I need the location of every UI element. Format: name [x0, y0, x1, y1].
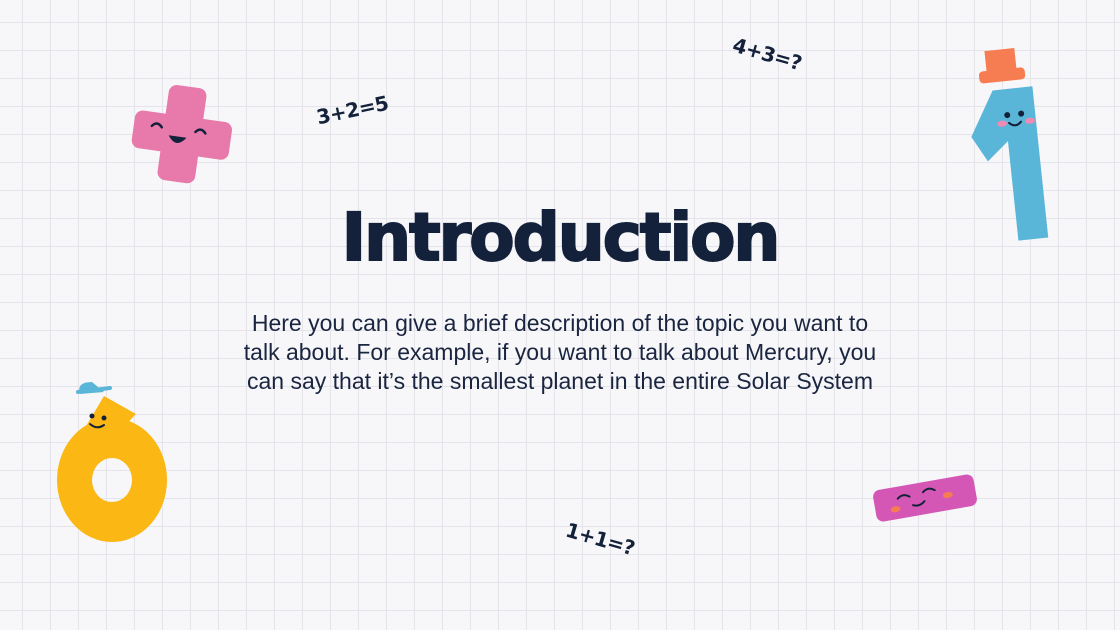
number-six-character-icon — [50, 370, 175, 550]
slide-description: Here you can give a brief description of the topic you want to talk about. For example, if you want to talk about Mercury, you can say that it’s the smallest planet in the entire Solar System — [243, 310, 877, 394]
minus-character-icon — [868, 462, 983, 534]
equation-label: 1+1=? — [563, 517, 638, 561]
equation-label: 3+2=5 — [314, 90, 391, 130]
slide-title: Introduction — [341, 199, 779, 276]
equation-label: 4+3=? — [730, 32, 805, 76]
plus-character-icon — [125, 80, 237, 188]
